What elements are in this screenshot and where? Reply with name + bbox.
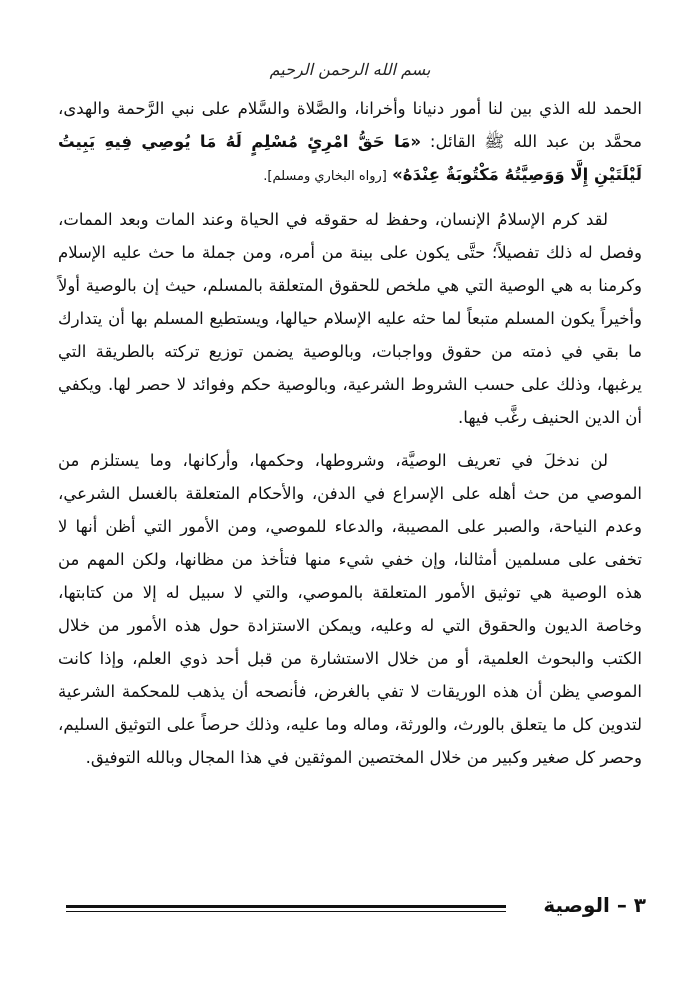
hadith-quote: «مَا حَقُّ امْرِئٍ مُسْلِمٍ لَهُ مَا يُوصِي فِيهِ يَبِيتُ لَيْلَتَيْنِ إِلَّا وَوَصِيَّتُهُ مَكْتُوبَةٌ عِنْدَهُ» <box>58 132 642 184</box>
opening-text: الحمد لله الذي بين لنا أمور دنيانا وأخرانا، والصَّلاة والسَّلام على نبي الرَّحمة والهدى، محمَّد بن عبد الله ﷺ القائل: <box>58 99 643 151</box>
hadith-source: [رواه البخاري ومسلم]. <box>263 169 387 184</box>
page-footer <box>66 893 646 929</box>
basmala-calligraphy: بسم الله الرحمن الرحيم <box>269 60 431 79</box>
footer-double-rule <box>66 905 506 917</box>
page-body <box>58 92 642 784</box>
paragraph-2: لقد كرم الإسلامُ الإنسان، وحفظ له حقوقه في الحياة وعند المات وبعد الممات، وفصل له ذلك تفصيلاً؛ حتَّى يكون على بينة من أمره، ومن جملة ما حث عليه الإسلام وكرمنا به هي الوصية التي هي ملخص للحقوق المتعلقة بالمسلم، حيث إن بالوصية أولاً وأخيراً يكون المسلم متبعاً لما حثه عليه الإسلام حيالها، ويستطيع المسلم بها أن يتدارك ما بقي في ذمته من حقوق وواجبات، وبالوصية يضمن توزيع تركته بالطريقة التي يرغبها، وذلك على حسب الشروط الشرعية، وبالوصية حكم وفوائد لا حصر لها. ويكفي أن الدين الحنيف رغَّب فيها. <box>58 210 642 427</box>
paragraph-3: لن ندخلَ في تعريف الوصيَّة، وشروطها، وحكمها، وأركانها، وما يستلزم من الموصي من حث أهله على الإسراع في الدفن، والأحكام المتعلقة بالغسل الشرعي، وعدم النياحة، والصبر على المصيبة، والدعاء للموصي، ومن الأمور التي أظن أنها لا تخفى على مسلمين أمثالنا، وإن خفي شيء منها فتأخذ من مظانها، ولكن المهم من هذه الوصية هي توثيق الأمور المتعلقة بالموصي، والتي لا سبيل له إلا من كتابتها، وخاصة الديون والحقوق التي له وعليه، ويمكن الاستزادة حول هذه الأمور من خلال الكتب والبحوث العلمية، أو من خلال الاستشارة من قبل أحد ذوي العلم، وإذا كانت الموصي يظن أن هذه الوريقات لا تفي بالغرض، فأنصحه أن يذهب للمحكمة الشرعية لتدوين كل ما يتعلق بالورث، والورثة، وماله وما عليه، وذلك حرصاً على التوثيق السليم، وحصر كل صغير وكبير من خلال المختصين الموثقين في هذا المجال وبالله التوفيق. <box>58 451 642 767</box>
footer-page-label: ٣ – الوصية <box>543 893 646 917</box>
opening-paragraph <box>58 92 642 193</box>
